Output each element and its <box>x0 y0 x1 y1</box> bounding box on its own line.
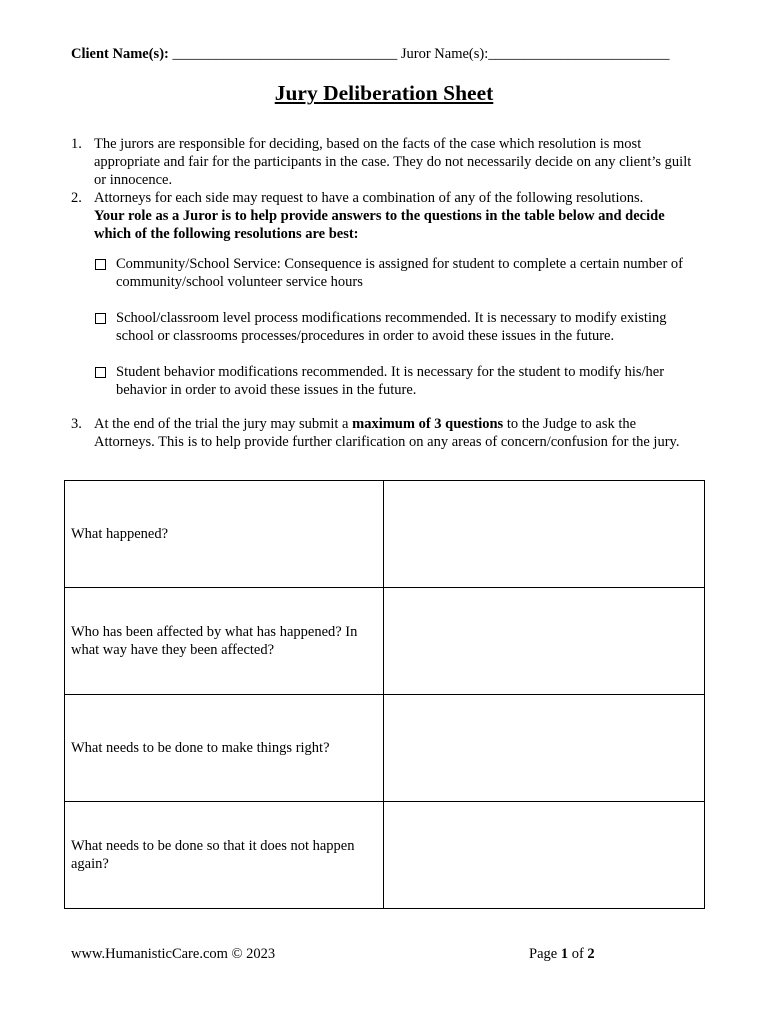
question-cell: What happened? <box>65 481 384 588</box>
resolution-text: Community/School Service: Consequence is assigned for student to complete a certain number of community/school volunteer service hours <box>116 256 683 290</box>
page-title: Jury Deliberation Sheet <box>274 81 494 105</box>
of-word: of <box>568 946 588 962</box>
answer-cell[interactable] <box>384 588 705 695</box>
question-cell: What needs to be done to make things right? <box>65 695 384 802</box>
client-name-blank[interactable]: _______________________________ <box>168 46 398 62</box>
list-item-text: The jurors are responsible for deciding, based on the facts of the case which resolution is most appropriate and fair for the participants in the case. They do not necessarily decide on any client’s guilt or innocence. <box>94 136 692 188</box>
juror-role-text: Your role as a Juror is to help provide answers to the questions in the table below and decide which of the following resolutions are best: <box>94 208 665 242</box>
checkbox[interactable] <box>95 313 106 324</box>
table-row <box>65 481 705 588</box>
list-item-text: At the end of the trial the jury may submit a <box>94 416 353 432</box>
resolution-option <box>94 255 696 291</box>
resolution-text: Student behavior modifications recommended. It is necessary for the student to modify his/her behavior in order to avoid these issues in the future. <box>116 364 665 398</box>
footer-site: www.HumanisticCare.com © 2023 <box>71 946 276 962</box>
answer-cell[interactable] <box>384 802 705 909</box>
list-item-3 <box>71 415 696 451</box>
page-word: Page <box>529 946 561 962</box>
juror-name-label: Juror Name(s): <box>397 46 489 62</box>
list-item-text: to the Judge to ask the Attorneys. This is to help provide further clarification on any areas of concern/confusion for the jury. <box>94 416 680 450</box>
checkbox[interactable] <box>95 367 106 378</box>
list-item-text: Attorneys for each side may request to have a combination of any of the following resolutions. <box>94 190 644 206</box>
deliberation-table <box>64 480 705 909</box>
list-number: 2. <box>71 190 82 206</box>
list-item-1 <box>71 135 696 189</box>
resolution-option <box>94 309 696 345</box>
page-indicator <box>529 946 595 963</box>
instructions-list <box>71 135 696 451</box>
list-number: 3. <box>71 416 82 432</box>
question-cell: What needs to be done so that it does not happen again? <box>65 802 384 909</box>
client-name-label: Client Name(s): <box>71 46 169 62</box>
page-number: 1 <box>560 946 569 962</box>
list-item-2 <box>71 189 696 399</box>
question-cell: Who has been affected by what has happened? In what way have they been affected? <box>65 588 384 695</box>
resolution-option <box>94 363 696 399</box>
checkbox[interactable] <box>95 259 106 270</box>
answer-cell[interactable] <box>384 481 705 588</box>
juror-name-blank[interactable]: _________________________ <box>488 46 670 62</box>
table-row <box>65 588 705 695</box>
table-row <box>65 802 705 909</box>
header-line <box>71 46 701 63</box>
max-questions-text: maximum of 3 questions <box>352 416 504 432</box>
table-row <box>65 695 705 802</box>
resolution-text: School/classroom level process modifications recommended. It is necessary to modify existing school or classrooms processes/procedures in order to avoid these issues in the future. <box>116 310 667 344</box>
answer-cell[interactable] <box>384 695 705 802</box>
resolution-options <box>94 255 696 399</box>
list-number: 1. <box>71 136 82 152</box>
page-total: 2 <box>587 946 595 962</box>
